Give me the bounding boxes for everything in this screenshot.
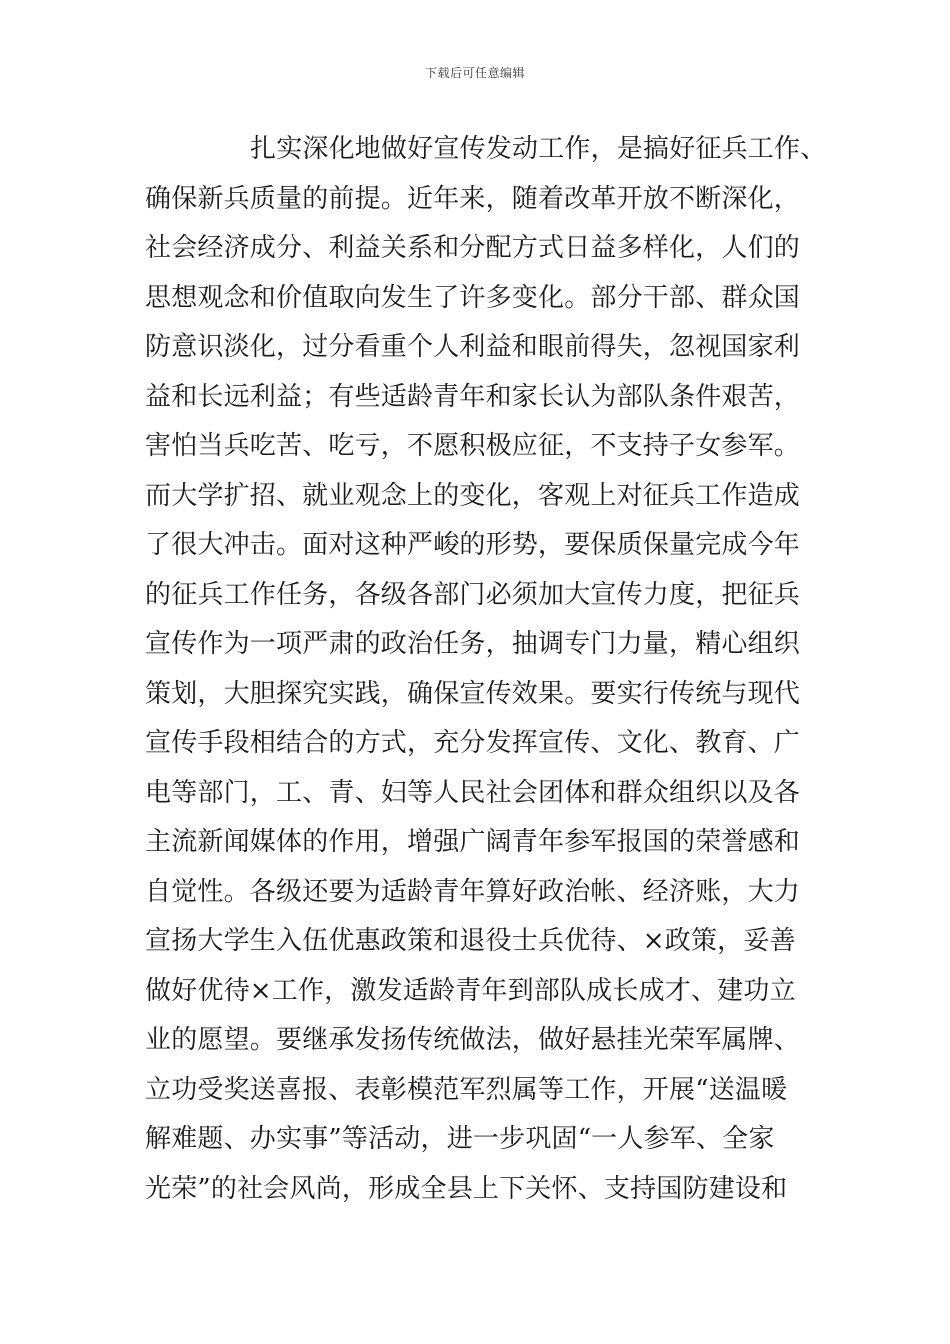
text-line: 主流新闻媒体的作用，增强广阔青年参军报国的荣誉感和 [145,827,801,857]
text-line: 业的愿望。要继承发扬传统做法，做好悬挂光荣军属牌、 [145,1025,801,1055]
text-line: 自觉性。各级还要为适龄青年算好政治帐、经济账，大力 [145,876,801,907]
text-line: 防意识淡化，过分看重个人利益和眼前得失，忽视国家利 [145,332,801,362]
text-line: 宣扬大学生入伍优惠政策和退役士兵优待、×政策，妥善 [145,926,796,956]
text-line: 解难题、办实事”等活动，进一步巩固“一人参军、全家 [145,1124,775,1154]
text-line: 宣传作为一项严肃的政治任务，抽调专门力量，精心组织 [145,629,801,659]
text-line: 了很大冲击。面对这种严峻的形势，要保质保量完成今年 [145,530,801,560]
text-line: 宣传手段相结合的方式，充分发挥宣传、文化、教育、广 [145,728,801,758]
text-line: 思想观念和价值取向发生了许多变化。部分干部、群众国 [145,282,801,313]
text-line: 而大学扩招、就业观念上的变化，客观上对征兵工作造成 [145,480,801,511]
text-line: 做好优待×工作，激发适龄青年到部队成长成才、建功立 [145,975,796,1006]
page-header: 下载后可任意编辑 [424,66,525,80]
text-line: 害怕当兵吃苦、吃亏，不愿积极应征，不支持子女参军。 [145,431,801,461]
text-line: 立功受奖送喜报、表彰模范军烈属等工作，开展“送温暖 [145,1074,788,1105]
body-paragraph [145,125,825,1214]
text-line: 策划，大胆探究实践，确保宣传效果。要实行传统与现代 [145,678,801,709]
text-line: 社会经济成分、利益关系和分配方式日益多样化，人们的 [145,233,801,263]
text-line: 益和长远利益；有些适龄青年和家长认为部队条件艰苦， [145,381,801,412]
text-line: 光荣”的社会风尚，形成全县上下关怀、支持国防建设和 [145,1173,788,1204]
text-line: 扎实深化地做好宣传发动工作，是搞好征兵工作、 [250,134,827,164]
text-line: 确保新兵质量的前提。近年来，随着改革开放不断深化， [145,183,801,214]
text-line: 电等部门，工、青、妇等人民社会团体和群众组织以及各 [145,777,801,808]
text-line: 的征兵工作任务，各级各部门必须加大宣传力度，把征兵 [145,579,801,610]
